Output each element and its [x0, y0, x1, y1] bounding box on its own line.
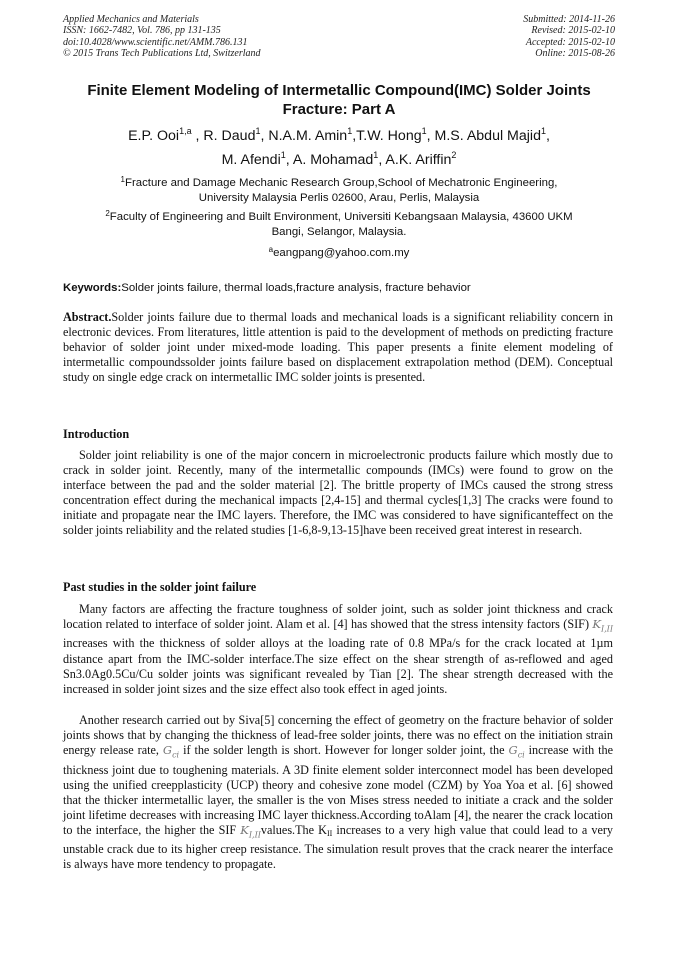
introduction-paragraph: Solder joint reliability is one of the major concern in microelectronic products failure which mostly due to crack in solder joint. Recently, many of the intermetallic compounds (IMCs) were found to grow on the interface between the pad and the solder material [2]. The brittle property of IMCs caused the strong stress concentration effect during the mechanical impacts [2,4-15] and thermal cycles[1,3] The cracks were found to initiate and propagate near the IMC layers. Therefore, the IMC was considered to have significanteffect on the solder joints reliability and the related studies [1-6,8-9,13-15]have been received great interest in research. — [63, 448, 613, 538]
paper-title — [40, 81, 638, 119]
math-symbol: G — [162, 743, 173, 758]
keywords-text: Solder joints failure, thermal loads,fracture analysis, fracture behavior — [121, 282, 471, 294]
paragraph-text: if the solder length is short. However for longer solder joint, the — [183, 743, 505, 758]
journal-issn: ISSN: 1662-7482, Vol. 786, pp 131-135 — [63, 25, 221, 37]
paragraph-text: increases to a very high value that could lead to a very unstable crack due to its higher creep resistance. The simulation result proves that the crack nearer the interface is always have more tendency to propagate. — [63, 822, 614, 872]
abstract-paragraph — [63, 310, 613, 385]
keywords-label: Keywords: — [63, 282, 122, 294]
author-line-1 — [40, 124, 638, 148]
keywords-line — [63, 281, 615, 296]
author-line-2 — [40, 148, 638, 172]
energy-release-symbol — [508, 743, 525, 760]
author-separator: , — [545, 128, 550, 144]
past-studies-paragraph-2 — [63, 713, 613, 873]
author-name: , N.A.M. Amin — [260, 128, 348, 144]
math-symbol: G — [508, 743, 518, 758]
math-subscript: ci — [517, 750, 525, 760]
author-affil-mark: 1 — [280, 150, 286, 160]
author-name: , A.K. Ariffin — [378, 152, 452, 168]
sif-symbol — [592, 617, 613, 634]
author-affil-mark: 1 — [255, 126, 261, 136]
author-affil-mark: 1 — [373, 150, 379, 160]
author-affil-mark: 1 — [347, 126, 353, 136]
affiliation-text: Fracture and Damage Mechanic Research Group,School of Mechatronic Engineering, — [125, 177, 558, 189]
past-studies-heading: Past studies in the solder joint failure — [63, 580, 257, 594]
affiliation-2 — [60, 210, 618, 240]
math-symbol: K — [240, 822, 249, 837]
affiliation-text: Faculty of Engineering and Built Environment, Universiti Kebangsaan Malaysia, 43600 UKM — [109, 211, 573, 223]
email-address[interactable]: eangpang@yahoo.com.my — [273, 247, 410, 259]
affiliation-mark: 2 — [105, 209, 110, 218]
author-list — [40, 124, 638, 172]
date-submitted: Submitted: 2014-11-26 — [523, 14, 615, 25]
author-name: ,T.W. Hong — [352, 128, 422, 144]
email-mark: a — [268, 245, 274, 254]
author-affil-mark: 1 — [421, 126, 427, 136]
author-name: E.P. Ooi — [128, 128, 180, 144]
submission-dates — [523, 14, 615, 60]
paragraph-text: Many factors are affecting the fracture toughness of solder joint, such as solder joint thickness and crack location related to interface of solder joint. Alam et al. [4] has showed that the stress intensity factors (SIF) — [63, 602, 613, 632]
author-name: , A. Mohamad — [285, 152, 374, 168]
corresponding-email — [60, 246, 618, 261]
author-affil-mark: 1 — [540, 126, 546, 136]
author-affil-mark: 2 — [451, 150, 457, 160]
math-symbol: K — [592, 617, 601, 632]
journal-copyright: © 2015 Trans Tech Publications Ltd, Switzerland — [63, 48, 261, 60]
energy-release-symbol — [162, 743, 180, 760]
journal-name: Applied Mechanics and Materials — [63, 14, 199, 25]
title-line-2: Fracture: Part A — [282, 101, 396, 118]
affiliation-1-line-1 — [60, 176, 618, 191]
affiliation-1-line-2: University Malaysia Perlis 02600, Arau, Perlis, Malaysia — [198, 192, 480, 204]
date-online: Online: 2015-08-26 — [535, 48, 615, 60]
affiliation-2-line-2: Bangi, Selangor, Malaysia. — [271, 226, 407, 238]
date-revised: Revised: 2015-02-10 — [531, 25, 615, 37]
author-name: , R. Daud — [195, 128, 256, 144]
math-subscript: I,II — [248, 830, 261, 840]
abstract-label: Abstract. — [63, 310, 112, 324]
affiliation-2-line-1 — [60, 210, 618, 225]
mode-subscript: II — [326, 828, 333, 838]
abstract-text: Solder joints failure due to thermal loads and mechanical loads is a significant reliability concern in electronic devices. From literatures, little attention is paid to the development of methods on predicting fracture behavior of solder joint under mixed-mode loading. This paper presents a finite element modeling of intermetallic compoundssolder joints failure based on displacement extrapolation method (DEM). Conceptual study on single edge crack on intermetallic IMC solder joints is presented. — [63, 310, 613, 385]
affiliation-mark: 1 — [120, 175, 125, 184]
title-line-1: Finite Element Modeling of Intermetallic Compound(IMC) Solder Joints — [87, 82, 591, 99]
paragraph-text: values.The K — [260, 822, 327, 837]
author-affil-mark: 1,a — [179, 126, 192, 136]
author-name: , M.S. Abdul Majid — [426, 128, 541, 144]
paragraph-text: Another research carried out by Siva[5] concerning the effect of geometry on the fracture behavior of solder joints shows that by changing the thickness of lead-free solder joints, there was no effect on the initiation strain energy release rate, — [63, 713, 613, 758]
math-subscript: I,II — [600, 624, 613, 634]
affiliation-1 — [60, 176, 618, 206]
sif-symbol — [240, 822, 261, 840]
paragraph-text: increase with the thickness joint due to toughening materials. A 3D finite element solder interconnect model has been developed using the unified creepplasticity (UCP) theory and cohesive zone model (CZM) by Yoa Yoa et al. [6] showed that the thicker intermetallic layer, the smaller is the von Mises stress needed to initiate a crack and the solder joint lifetime decreases with increasing IMC layer thickness.According toAlam [4], the nearer the crack location to the interface, the higher the SIF — [63, 743, 614, 837]
past-studies-paragraph-1 — [63, 602, 613, 697]
paragraph-text: increases with the thickness of solder alloys at the loading rate of 0.8 MPa/s for the crack located at 1µm distance apart from the IMC-solder interface.The size effect on the shear strength of as-reflowed and aged Sn3.0Ag0.5Cu/Cu solder joints was significant revealed by Tian [2]. The shear strength decreased with the increased in solder joint sizes and the size effect also took effect in aged joints. — [63, 636, 613, 696]
math-subscript: ci — [172, 750, 180, 760]
journal-doi: doi:10.4028/www.scientific.net/AMM.786.131 — [63, 36, 248, 48]
introduction-heading: Introduction — [63, 427, 130, 441]
journal-info — [63, 14, 261, 60]
date-accepted: Accepted: 2015-02-10 — [525, 36, 615, 48]
author-name: M. Afendi — [221, 152, 281, 168]
